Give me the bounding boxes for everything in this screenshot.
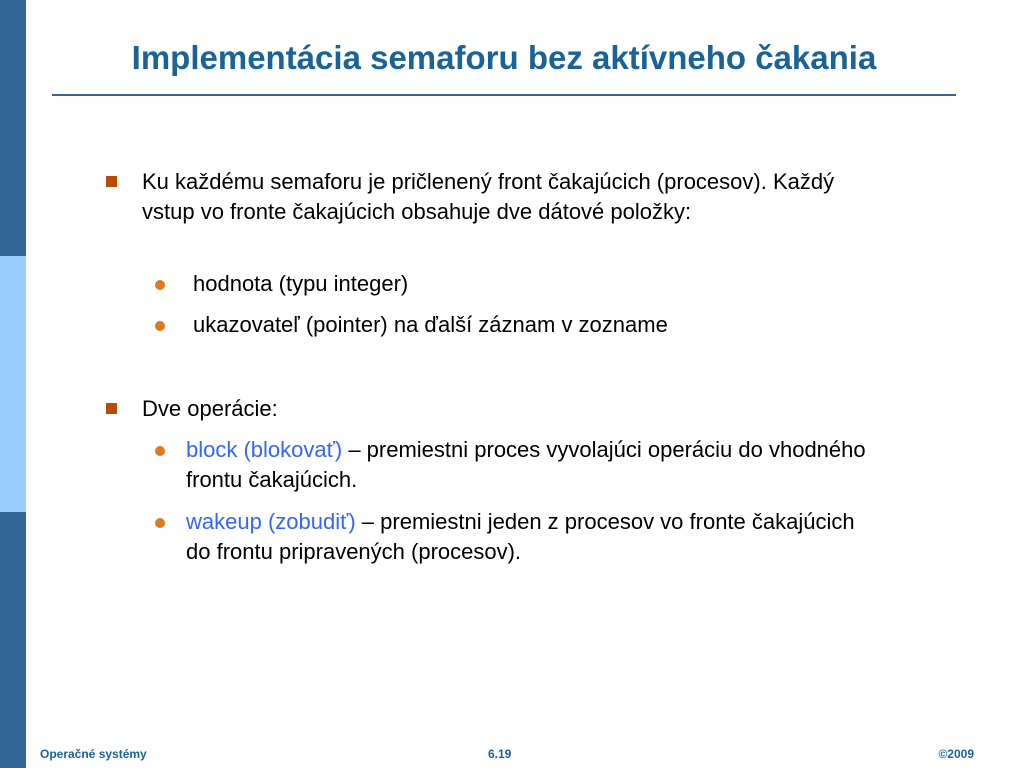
bullet-text: Ku každému semaforu je pričlenený front čakajúcich (procesov). Každý vstup vo fronte čakajúcich obsahuje dve dátové položky: xyxy=(142,169,835,224)
sub-bullet-text: ukazovateľ (pointer) na ďalší záznam v zozname xyxy=(193,312,668,337)
term-description: – premiestni proces vyvolajúci operáciu do vhodného frontu čakajúcich. xyxy=(186,437,866,492)
footer-course-name: Operačné systémy xyxy=(40,747,147,761)
term-highlight: block (blokovať) xyxy=(186,437,343,462)
sub-bullet-text xyxy=(186,507,876,567)
footer-copyright: ©2009 xyxy=(938,747,974,761)
square-bullet-icon xyxy=(106,403,117,414)
sub-bullet-text xyxy=(186,435,876,495)
round-bullet-icon xyxy=(155,518,165,528)
bullet-text: Dve operácie: xyxy=(142,396,278,421)
term-highlight: wakeup (zobudiť) xyxy=(186,509,356,534)
slide-title: Implementácia semaforu bez aktívneho čakania xyxy=(131,39,877,76)
square-bullet-icon xyxy=(106,176,117,187)
round-bullet-icon xyxy=(155,280,165,290)
term-description: – premiestni jeden z procesov vo fronte čakajúcich do frontu pripravených (procesov). xyxy=(186,509,855,564)
round-bullet-icon xyxy=(155,321,165,331)
sub-bullet-text: hodnota (typu integer) xyxy=(193,271,409,296)
round-bullet-icon xyxy=(155,446,165,456)
footer-slide-number: 6.19 xyxy=(488,747,512,761)
